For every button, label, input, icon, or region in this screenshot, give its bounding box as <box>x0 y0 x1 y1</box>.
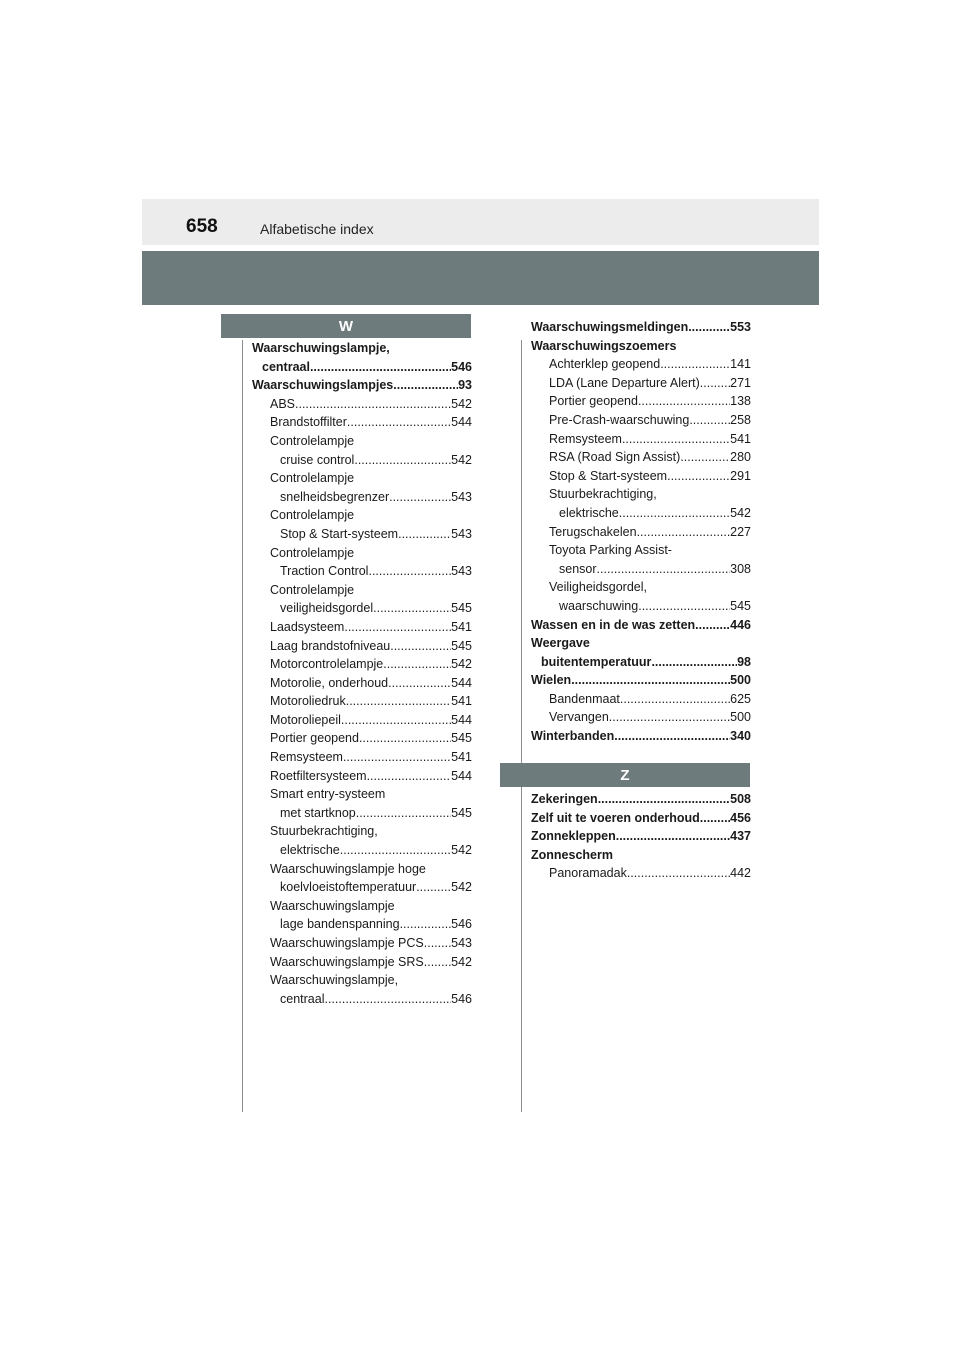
index-entry-text: Remsysteem <box>270 750 343 765</box>
dot-leader <box>310 358 451 377</box>
page-reference: 544 <box>451 415 472 430</box>
page-reference: 456 <box>730 810 751 825</box>
dot-leader <box>359 729 451 748</box>
index-entry <box>531 790 751 809</box>
index-entry <box>531 864 751 883</box>
index-entry-text: Wielen <box>531 673 572 688</box>
index-entry-text: cruise control <box>280 452 355 467</box>
index-entry-text: Terugschakelen <box>549 524 637 539</box>
index-entry <box>252 729 472 748</box>
index-entry <box>531 355 751 374</box>
index-entry <box>531 448 751 467</box>
index-entry <box>531 318 751 337</box>
dot-leader <box>340 841 451 860</box>
index-entry-text: Controlelampje <box>270 471 355 486</box>
page-reference: 446 <box>730 617 751 632</box>
index-entry-text: koelvloeistoftemperatuur <box>280 880 417 895</box>
index-entry-text: Stop & Start-systeem <box>280 526 399 541</box>
dot-leader <box>667 467 730 486</box>
page-reference: 543 <box>451 526 472 541</box>
index-entry-text: Stuurbekrachtiging, <box>549 487 657 502</box>
dot-leader <box>347 413 451 432</box>
page-reference: 545 <box>451 731 472 746</box>
index-entry <box>252 897 472 934</box>
page-reference: 544 <box>451 768 472 783</box>
index-entry <box>531 541 751 578</box>
index-entry <box>252 692 472 711</box>
index-entry <box>252 674 472 693</box>
index-entry <box>531 671 751 690</box>
dot-leader <box>400 915 452 934</box>
index-entry-text: Stop & Start-systeem <box>549 468 668 483</box>
page-reference: 541 <box>451 619 472 634</box>
index-entry-text: Pre-Crash-waarschuwing <box>549 412 690 427</box>
index-entry <box>531 337 751 356</box>
dot-leader <box>616 827 730 846</box>
index-entry-text: snelheidsbegrenzer <box>280 489 390 504</box>
index-entry <box>252 767 472 786</box>
index-entry-text: Waarschuwingsmeldingen <box>531 320 689 334</box>
page-reference: 500 <box>730 710 751 725</box>
page-reference: 625 <box>730 691 751 706</box>
page-reference: 437 <box>730 829 751 844</box>
column-divider-left <box>242 340 243 1112</box>
dot-leader <box>388 674 451 693</box>
dot-leader <box>695 616 730 635</box>
index-entry-text: Waarschuwingslampje, <box>252 341 390 355</box>
page-reference: 553 <box>730 320 751 334</box>
index-entry <box>252 376 472 395</box>
dot-leader <box>324 990 451 1009</box>
page-reference: 542 <box>451 452 472 467</box>
dot-leader <box>389 488 451 507</box>
section-header-z: Z <box>500 763 750 787</box>
page-reference: 543 <box>451 564 472 579</box>
dot-leader <box>637 523 731 542</box>
index-entry <box>252 953 472 972</box>
dot-leader <box>609 708 730 727</box>
index-entry <box>531 467 751 486</box>
page-reference: 98 <box>737 654 751 669</box>
index-entry-text: Toyota Parking Assist- <box>549 543 672 558</box>
index-entry <box>252 469 472 506</box>
dot-leader <box>620 690 730 709</box>
dot-leader <box>680 448 730 467</box>
index-entry-text: Vervangen <box>549 710 609 725</box>
index-entry-text: Weergave <box>531 636 590 651</box>
index-entry <box>252 711 472 730</box>
index-entry-text: veiligheidsgordel <box>280 601 374 616</box>
page-reference: 545 <box>451 805 472 820</box>
index-entry <box>531 708 751 727</box>
index-entry <box>531 374 751 393</box>
index-entry <box>531 578 751 615</box>
dot-leader <box>700 809 730 828</box>
dot-leader <box>660 355 730 374</box>
index-column-z <box>531 790 751 883</box>
index-entry-text: Achterklep geopend <box>549 357 661 372</box>
dot-leader <box>373 599 451 618</box>
page-reference: 280 <box>730 450 751 465</box>
index-entry <box>531 616 751 635</box>
dot-leader <box>638 392 730 411</box>
index-entry <box>252 655 472 674</box>
page-reference: 544 <box>451 712 472 727</box>
index-entry <box>531 411 751 430</box>
page-reference: 542 <box>451 657 472 672</box>
index-entry <box>252 395 472 414</box>
index-entry-text: Laadsysteem <box>270 619 345 634</box>
index-entry <box>531 809 751 828</box>
index-entry <box>252 934 472 953</box>
index-entry-text: Motorcontrolelampje <box>270 657 384 672</box>
dot-leader <box>368 562 451 581</box>
index-entry <box>252 822 472 859</box>
header-title: Alfabetische index <box>260 221 374 237</box>
index-entry-text: Zonnekleppen <box>531 829 616 844</box>
dot-leader <box>627 864 730 883</box>
page-reference: 291 <box>730 468 751 483</box>
dot-leader <box>622 430 730 449</box>
dot-leader <box>398 525 451 544</box>
header-band <box>142 251 819 305</box>
dot-leader <box>700 374 730 393</box>
dot-leader <box>688 318 730 337</box>
index-entry-text: Remsysteem <box>549 431 622 446</box>
index-entry <box>252 432 472 469</box>
index-entry-text: Waarschuwingslampje PCS <box>270 936 424 950</box>
index-entry-text: Portier geopend <box>549 394 638 409</box>
page-reference: 542 <box>451 396 472 411</box>
index-entry <box>531 827 751 846</box>
index-entry-text: Winterbanden <box>531 729 615 744</box>
index-entry-text: Bandenmaat <box>549 691 620 706</box>
index-entry <box>252 618 472 637</box>
index-entry-text: Waarschuwingslampje <box>270 898 395 913</box>
index-entry-text: Laag brandstofniveau <box>270 638 391 653</box>
dot-leader <box>354 451 451 470</box>
page-reference: 541 <box>451 694 472 709</box>
index-entry <box>252 971 472 1008</box>
page-reference: 141 <box>730 357 751 372</box>
index-entry-text: elektrische <box>280 843 340 858</box>
page-reference: 308 <box>730 561 751 576</box>
index-entry-text: met startknop <box>280 805 356 820</box>
index-entry <box>531 634 751 671</box>
page-reference: 542 <box>451 954 472 969</box>
index-entry <box>531 430 751 449</box>
dot-leader <box>383 655 451 674</box>
index-entry-text: Smart entry-systeem <box>270 787 386 802</box>
index-entry-text: Controlelampje <box>270 582 355 597</box>
dot-leader <box>689 411 730 430</box>
index-entry-text: centraal <box>262 359 310 374</box>
index-entry-text: Zonnescherm <box>531 847 613 862</box>
page-reference: 543 <box>451 936 472 950</box>
page-number: 658 <box>186 216 218 237</box>
section-header-w: W <box>221 314 471 338</box>
dot-leader <box>424 934 451 953</box>
page-reference: 271 <box>730 375 751 390</box>
dot-leader <box>390 637 451 656</box>
index-entry-text: Waarschuwingslampje SRS <box>270 954 424 969</box>
page-reference: 542 <box>451 880 472 895</box>
index-entry-text: Stuurbekrachtiging, <box>270 824 378 839</box>
index-entry-text: Controlelampje <box>270 433 355 448</box>
dot-leader <box>343 748 451 767</box>
index-entry-text: Brandstoffilter <box>270 415 347 430</box>
page-reference: 545 <box>451 638 472 653</box>
dot-leader <box>346 692 451 711</box>
index-entry-text: Motoroliepeil <box>270 712 341 727</box>
page-reference: 546 <box>451 917 472 932</box>
index-entry-text: Zelf uit te voeren onderhoud <box>531 810 700 825</box>
index-entry-text: elektrische <box>559 505 619 520</box>
page-reference: 543 <box>451 489 472 504</box>
index-entry-text: sensor <box>559 561 597 576</box>
column-divider-right <box>521 340 522 1112</box>
page-reference: 545 <box>451 601 472 616</box>
page-reference: 227 <box>730 524 751 539</box>
dot-leader <box>393 376 458 395</box>
page-reference: 546 <box>451 359 472 374</box>
index-entry <box>252 748 472 767</box>
index-entry-text: Roetfiltersysteem <box>270 768 367 783</box>
index-entry-text: waarschuwing <box>559 598 639 613</box>
index-entry <box>252 785 472 822</box>
index-entry-text: Controlelampje <box>270 545 355 560</box>
index-entry <box>252 506 472 543</box>
dot-leader <box>424 953 451 972</box>
index-entry-text: Waarschuwingszoemers <box>531 338 677 353</box>
index-entry <box>531 485 751 522</box>
page-reference: 542 <box>730 505 751 520</box>
index-entry-text: lage bandenspanning <box>280 917 400 932</box>
page-reference: 541 <box>451 750 472 765</box>
index-entry-text: RSA (Road Sign Assist) <box>549 450 681 465</box>
dot-leader <box>344 618 451 637</box>
page-reference: 546 <box>451 991 472 1006</box>
index-entry <box>252 637 472 656</box>
index-entry-text: Controlelampje <box>270 508 355 523</box>
dot-leader <box>598 790 730 809</box>
index-entry <box>531 523 751 542</box>
dot-leader <box>571 671 730 690</box>
page-reference: 542 <box>451 843 472 858</box>
page-reference: 258 <box>730 412 751 427</box>
page-reference: 544 <box>451 675 472 690</box>
dot-leader <box>597 560 731 579</box>
index-entry <box>252 544 472 581</box>
index-entry <box>252 339 472 376</box>
index-entry <box>531 846 751 865</box>
dot-leader <box>356 804 451 823</box>
index-entry <box>531 690 751 709</box>
dot-leader <box>638 597 730 616</box>
index-entry <box>252 581 472 618</box>
page-reference: 500 <box>730 673 751 688</box>
index-entry <box>531 392 751 411</box>
page-reference: 442 <box>730 866 751 881</box>
page-reference: 93 <box>458 378 472 393</box>
index-entry <box>531 727 751 746</box>
index-entry-text: ABS <box>270 396 296 411</box>
page-reference: 545 <box>730 598 751 613</box>
header-bar <box>142 199 819 245</box>
index-entry-text: LDA (Lane Departure Alert) <box>549 375 700 390</box>
page-reference: 541 <box>730 431 751 446</box>
page-reference: 340 <box>730 729 751 744</box>
page-reference: 508 <box>730 792 751 806</box>
dot-leader <box>416 878 451 897</box>
index-entry-text: Waarschuwingslampje hoge <box>270 861 426 876</box>
index-entry-text: Motoroliedruk <box>270 694 346 709</box>
index-entry <box>252 860 472 897</box>
page-reference: 138 <box>730 394 751 409</box>
dot-leader <box>614 727 730 746</box>
dot-leader <box>619 504 730 523</box>
index-entry-text: Wassen en in de was zetten <box>531 617 696 632</box>
index-entry-text: Motorolie, onderhoud <box>270 675 389 690</box>
index-entry-text: Waarschuwingslampjes <box>252 378 394 393</box>
dot-leader <box>367 767 452 786</box>
dot-leader <box>295 395 451 414</box>
index-column-right <box>531 318 751 746</box>
index-entry-text: Waarschuwingslampje, <box>270 973 399 988</box>
index-entry-text: centraal <box>280 991 325 1006</box>
index-entry-text: Portier geopend <box>270 731 359 746</box>
dot-leader <box>341 711 451 730</box>
dot-leader <box>651 653 737 672</box>
index-entry-text: buitentemperatuur <box>541 654 652 669</box>
index-entry-text: Zekeringen <box>531 792 598 806</box>
index-column-left <box>252 339 472 1008</box>
index-entry-text: Veiligheidsgordel, <box>549 580 647 595</box>
index-entry-text: Traction Control <box>280 564 369 579</box>
index-entry-text: Panoramadak <box>549 866 627 881</box>
index-entry <box>252 413 472 432</box>
